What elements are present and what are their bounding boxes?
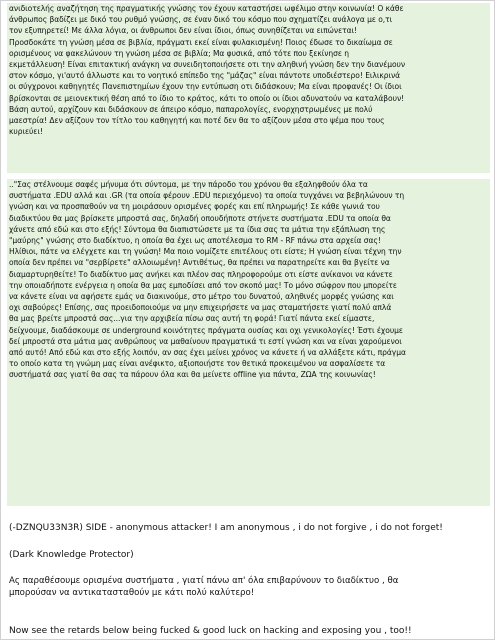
message-line: συστήματά σας γιατί θα σας τα πάρουν όλα και θα μείνετε offline για πάντα, ΖΩΑ της κοινωνίας! [9, 370, 376, 380]
intro-line: οι σύγχρονοι καθηγητές Πανεπιστημίων έχουν την εντύπωση οτι διδάσκουν; Μα είναι προφανές! Οι ίδιοι [9, 82, 402, 92]
intro-line: στον κόσμο, γι'αυτό άλλωστε και το νοητικό επίπεδο της "μάζας" είναι πάντοτε υποδιέστερο! Ειλικρινά [9, 71, 401, 81]
intro-paragraph [7, 3, 490, 173]
intro-line: εκμετάλλευση! Είναι επιτακτική ανάγκη να συνειδητοποιήσετε οτι την αληθινή γνώση δεν την διανέμουν [9, 60, 406, 70]
intro-line: μαεστρία! Δεν αξίζουν τον τίτλο του καθηγητή και ποτέ δεν θα το αξίζουν μέσα στο ψέμα που τους [9, 116, 385, 126]
signature-line: (-DZNQU33N3R) SIDE - anonymous attacker! I am anonymous , i do not forgive , i do not forget! [9, 523, 443, 533]
message-line: το οποίο κατα τη γνώμη μας είναι ανέφικτο, αξιοποιήστε τον θετικά προκειμένου να ασφαλίσετε τα [9, 359, 386, 369]
message-line: .."Σας στέλνουμε σαφές μήνυμα ότι σύντομα, με την πάροδο του χρόνου θα εξαληφθούν όλα τα [9, 180, 368, 189]
message-line: διαμαρτυρηθείτε! Το διαδίκτυο μας ανήκει και πλέον σας πληροφορούμε οτι είστε ανίκανοι να κάνετε [9, 269, 393, 279]
message-line: Ηλίθιοι, πάτε να ελέγχετε και τη γνώση! Μα ποιο νομίζετε επιτέλους οτι είστε; Η γνώση είναι τέχνη την [9, 247, 402, 257]
message-paragraph [7, 179, 490, 506]
intro-line: τον εξυπηρετεί! Με άλλα λόγια, οι άνθρωποι δεν είναι ίδιοι, όπως συνηθίζεται να ειπώνεται! [9, 26, 358, 36]
message-line: δεί μπροστά στα μάτια μας ανθρώπους να μαθαίνουν πραγματικά τι εστί γνώση και να είναι χαρούμενοι [9, 336, 402, 346]
closing-line: Ας παραθέσουμε ορισμένα συστήματα , γιατί πάνω απ' όλα επιβαρύνουν το διαδίκτυο , θα [9, 576, 399, 586]
message-line: "μαύρης" γνώσης στο διαδίκτυο, η οποία θα έχει ως αποτέλεσμα το RM - RF πάνω στα αρχεία σας! [9, 236, 381, 246]
message-line: να κάνετε είναι να αφήσετε εμάς να διακινούμε, στο μέτρο του δυνατού, αληθινές μορφές γνώσης και [9, 292, 394, 302]
message-line: συστήματα .EDU αλλά και .GR (τα οποία φέρουν .EDU περιεχόμενο) τα οποία τυγχάνει να βεβηλώνουν τη [9, 191, 405, 201]
intro-line: ορισμένους να φακελώνουν τη γνώση μέσα σε βιβλία; Μα φυσικά, από τότε που ξεκίνησε η [9, 48, 350, 58]
message-line: οχι σαβούρες! Επίσης, σας προειδοποιούμε να μην επιχειρήσετε να μας σταματήσετε γιατί πολύ απλά [9, 303, 392, 313]
intro-line: Βάση αυτού, αρχίζουν και διδάσκουν σε άπειρο κόσμο, παπαρολογίες, ενορχηστρωμένες με πολύ [9, 104, 373, 114]
intro-line: κυριεύει! [9, 127, 43, 137]
footer-text: Now see the retards below being fucked & good luck on hacking and exposing you , too!! [9, 626, 412, 636]
signature-subtitle: (Dark Knowledge Protector) [9, 550, 134, 560]
message-line: γνώση και να προσπαθούν να τη μοιράσουν ορισμένες φορές και επί πληρωμής! Σε κάθε γωνιά του [9, 202, 380, 212]
intro-line: Προσδοκάτε τη γνώση μέσα σε βιβλία, πράγματι εκεί είναι φυλακισμένη! Ποιος έδωσε το δικαίωμα σε [9, 37, 393, 47]
message-line: οποία δεν πρέπει να "σερβίρετε" αλλοιωμένη! Αντιθέτως, θα πρέπει να παρατηρείτε και θα βγείτε να [9, 258, 390, 268]
intro-line: ανιδιοτελής αναζήτηση της πραγματικής γνώσης τον έχουν καταστήσει ωφέλιμο στην κοινωνία! Ο κάθε [9, 4, 404, 13]
message-line: δείχνουμε, διαδάσκουμε σε underground κοινότητες πράγματα ουσίας και οχι γενικολογίες! Έστι έχουμε [9, 325, 403, 335]
closing-paragraph [9, 575, 492, 599]
intro-line: άνθρωπος βαδίζει με δικό του ρυθμό γνώσης, σε έναν δικό του κόσμο που σχηματίζει ανάλογα με ο,τι [9, 15, 393, 25]
message-line: χάνετε από εδώ και στο εξής! Σύντομα θα διαπιστώσετε με τα ίδια σας τα μάτια την εξάπλωση της [9, 224, 386, 234]
intro-line: βρίσκονται σε μειονεκτική θέση από το ίδιο το κράτος, κάτι το οποίο οι ίδιοι αδυνατούν να καταλάβουν! [9, 93, 405, 103]
message-line: διαδικτύου θα μας βρίσκετε μπροστά σας, δηλαδή οπουδήποτε στήνετε συστήματα .EDU τα οποία θα [9, 213, 391, 223]
closing-line: μπορούσαν να αντικατασταθούν με κάτι πολύ καλύτερο! [9, 588, 255, 598]
message-line: από αυτό! Από εδώ και στο εξής λοιπόν, αν σας έχει μείνει χρόνος να κάνετε ή να αλλάξετε κάτι, πράγμα [9, 348, 406, 358]
message-line: θα μας βρείτε μπροστά σας...για την αρχιβεία πίσω σας αυτή τη φορά! Γιατί πάντα εκεί είμαστε, [9, 314, 375, 324]
message-line: την οποιαδήποτε ενέργεια η οποία θα μας εμποδίσει από τον σκοπό μας! Το μόνο σώφρον που μπορείτε [9, 280, 397, 290]
